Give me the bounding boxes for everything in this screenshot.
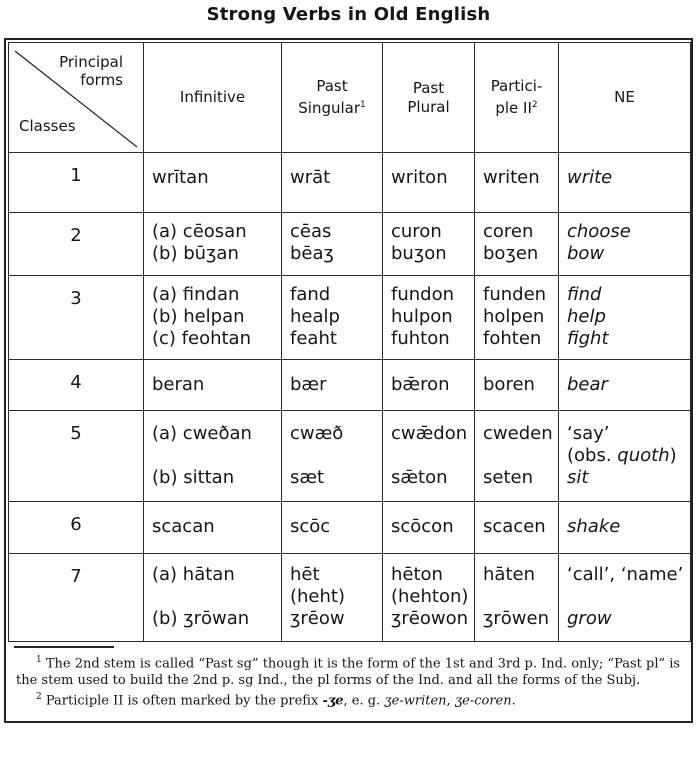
class-number: 2 (9, 213, 144, 276)
footnote-2: $^2$ Participle II is often marked by the prefix -ʒe, e. g. ʒe-writen, ʒe-coren. (36, 692, 516, 709)
class-number: 1 (9, 153, 144, 213)
strong-verbs-table (8, 42, 691, 642)
past-plural-cell: hēton (hehton) ʒrēowon (383, 554, 475, 642)
past-plural-cell: bǣron (383, 360, 475, 411)
past-plural-cell: curon buʒon (383, 213, 475, 276)
infinitive-cell: (a) hātan (b) ʒrōwan (144, 554, 282, 642)
class-number: 5 (9, 411, 144, 502)
infinitive-cell: beran (144, 360, 282, 411)
classes-label: Classes (19, 117, 76, 135)
table-row (9, 213, 691, 276)
participle-cell: coren boʒen (475, 213, 559, 276)
past-singular-cell: scōc (282, 502, 383, 554)
participle-cell: funden holpen fohten (475, 276, 559, 360)
past-singular-cell: cwæð sæt (282, 411, 383, 502)
header-row (9, 43, 691, 153)
class-number: 4 (9, 360, 144, 411)
infinitive-cell: (a) findan (b) helpan (c) feohtan (144, 276, 282, 360)
table-row (9, 360, 691, 411)
table-row (9, 153, 691, 213)
participle-cell: writen (475, 153, 559, 213)
table-row (9, 502, 691, 554)
page-title: Strong Verbs in Old English (206, 4, 491, 25)
table-row (9, 554, 691, 642)
past-singular-cell: hēt (heht) ʒrēow (282, 554, 383, 642)
ne-cell: shake (559, 502, 691, 554)
header-ne: NE (559, 43, 691, 153)
past-singular-cell: bær (282, 360, 383, 411)
past-plural-cell: writon (383, 153, 475, 213)
ne-cell: write (559, 153, 691, 213)
past-singular-cell: fand healp feaht (282, 276, 383, 360)
class-number: 7 (9, 554, 144, 642)
participle-cell: cweden seten (475, 411, 559, 502)
table-row (9, 411, 691, 502)
past-singular-cell: wrāt (282, 153, 383, 213)
header-past-singular: Past Singular$^1$ (282, 43, 383, 153)
ne-cell: find help fight (559, 276, 691, 360)
header-infinitive: Infinitive (144, 43, 282, 153)
participle-cell: scacen (475, 502, 559, 554)
footnotes (16, 652, 686, 710)
infinitive-cell: scacan (144, 502, 282, 554)
ne-cell: ‘say’ (obs. quoth) sit (559, 411, 691, 502)
infinitive-cell: wrītan (144, 153, 282, 213)
ne-cell: ‘call’, ‘name’ grow (559, 554, 691, 642)
class-number: 6 (9, 502, 144, 554)
past-plural-cell: cwǣdon sǣton (383, 411, 475, 502)
infinitive-cell: (a) cweðan (b) sittan (144, 411, 282, 502)
table-row (9, 276, 691, 360)
class-number: 3 (9, 276, 144, 360)
header-participle-ii: Partici- ple $II^2$ (475, 43, 559, 153)
footnote-rule (14, 646, 114, 648)
ne-cell: choose bow (559, 213, 691, 276)
participle-cell: boren (475, 360, 559, 411)
principal-forms-label: Principal forms (59, 53, 123, 89)
ne-cell: bear (559, 360, 691, 411)
participle-cell: hāten ʒrōwen (475, 554, 559, 642)
header-past-plural: Past Plural (383, 43, 475, 153)
infinitive-cell: (a) cēosan (b) būʒan (144, 213, 282, 276)
past-singular-cell: cēas bēaʒ (282, 213, 383, 276)
past-plural-cell: fundon hulpon fuhton (383, 276, 475, 360)
footnote-1: $^1$ The 2nd stem is called “Past sg” though it is the form of the 1st and 3rd p. Ind. only; “Past pl” is the stem used to build the 2nd p. sg Ind., the pl forms of the Ind. and all the forms of the Subj. (16, 655, 681, 689)
header-diagonal-cell (9, 43, 144, 153)
past-plural-cell: scōcon (383, 502, 475, 554)
